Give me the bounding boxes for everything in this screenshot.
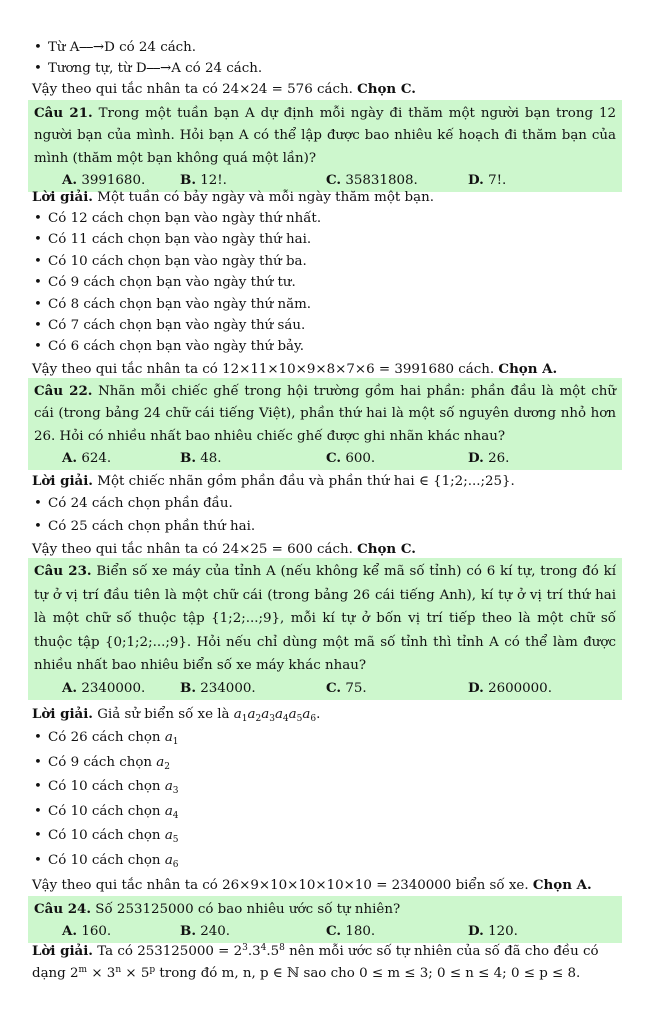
question-box-23 [28, 558, 622, 700]
question-text: Câu 21. Trong một tuần bạn A dự định mỗi ngày đi thăm một người bạn trong 12 người bạn của mình. Hỏi bạn A có thể lập được bao nhiêu kế hoạch đi thăm bạn của mình (thăm một bạn không quá một lần)? [34, 105, 616, 166]
option-d: D. 7!. [468, 172, 507, 189]
solution-line: dạng $2^m \times 3^n \times 5^p$ trong đó m, n, p ∈ ℕ sao cho 0 ≤ m ≤ 3; 0 ≤ n ≤ 4; 0 ≤ p ≤ 8. [32, 965, 581, 981]
question-text: Câu 23. Biển số xe máy của tỉnh A (nếu không kể mã số tỉnh) có 6 kí tự, trong đó kí tự ở vị trí đầu tiên là một chữ cái (trong bảng 26 cái tiếng Anh), kí tự ở vị trí thứ hai là một chữ số thuộc tập {1;2;...;9}, mỗi kí tự ở bốn vị trí tiếp theo là một chữ số thuộc tập {0;1;2;...;9}. Hỏi nếu chỉ dùng một mã số tỉnh thì tỉnh A có thể làm được nhiều nhất bao nhiêu biển số xe máy khác nhau? [34, 563, 616, 674]
conclusion-line: Vậy theo qui tắc nhân ta có 24×25 = 600 cách. Chọn C. [32, 541, 416, 557]
solution-intro: Lời giải. Ta có $253125000 = 2^3.3^4.5^8$ nên mỗi ước số tự nhiên của số đã cho đều có [32, 943, 599, 959]
conclusion-line: Vậy theo qui tắc nhân ta có 26×9×10×10×10×10 = 2340000 biển số xe. Chọn A. [32, 877, 592, 893]
solution-intro: Lời giải. Giả sử biển số xe là $a_1a_2a_3a_4a_5a_6$. [32, 706, 321, 724]
bullet-item: • Có 10 cách chọn $a_5$ [34, 828, 179, 845]
option-a: A. 2340000. [62, 679, 146, 696]
answer-choice: Chọn A. [532, 877, 592, 893]
bullet-item: • Có 24 cách chọn phần đầu. [34, 496, 233, 511]
option-b: B. 240. [180, 923, 231, 940]
bullet-item: • Có 8 cách chọn bạn vào ngày thứ năm. [34, 297, 312, 312]
option-b: B. 12!. [180, 172, 227, 189]
option-d: D. 2600000. [468, 679, 552, 696]
bullet-item: • Tương tự, từ D⎯⎯→A có 24 cách. [34, 61, 263, 76]
bullet-item: • Có 26 cách chọn $a_1$ [34, 730, 179, 747]
bullet-item: • Có 12 cách chọn bạn vào ngày thứ nhất. [34, 211, 322, 226]
bullet-item: • Có 10 cách chọn bạn vào ngày thứ ba. [34, 254, 307, 269]
conclusion-line: Vậy theo qui tắc nhân ta có 24×24 = 576 cách. Chọn C. [32, 81, 416, 97]
solution-intro: Lời giải. Một tuần có bảy ngày và mỗi ngày thăm một bạn. [32, 189, 434, 205]
question-text: Câu 24. Số 253125000 có bao nhiêu ước số tự nhiên? [34, 901, 401, 917]
bullet-item: • Có 6 cách chọn bạn vào ngày thứ bảy. [34, 339, 305, 354]
bullet-item: • Có 9 cách chọn bạn vào ngày thứ tư. [34, 275, 296, 290]
option-d: D. 26. [468, 450, 510, 467]
bullet-item: • Có 10 cách chọn $a_3$ [34, 779, 179, 796]
option-a: A. 3991680. [62, 172, 146, 189]
option-c: C. 35831808. [326, 172, 418, 189]
question-box-24 [28, 896, 622, 943]
bullet-item: • Có 25 cách chọn phần thứ hai. [34, 519, 256, 534]
options-row [28, 678, 622, 700]
bullet-item: • Có 7 cách chọn bạn vào ngày thứ sáu. [34, 318, 306, 333]
bullet-item: • Có 10 cách chọn $a_6$ [34, 853, 179, 870]
option-c: C. 180. [326, 923, 376, 940]
question-box-21 [28, 100, 622, 192]
option-a: A. 624. [62, 450, 112, 467]
question-text: Câu 22. Nhãn mỗi chiếc ghế trong hội trường gồm hai phần: phần đầu là một chữ cái (trong bảng 24 chữ cái tiếng Việt), phần thứ hai là một số nguyên dương nhỏ hơn 26. Hỏi có nhiều nhất bao nhiêu chiếc ghế được ghi nhãn khác nhau? [34, 383, 616, 444]
bullet-item: • Có 10 cách chọn $a_4$ [34, 804, 179, 821]
answer-choice: Chọn C. [357, 541, 416, 557]
option-a: A. 160. [62, 923, 112, 940]
answer-choice: Chọn C. [357, 81, 416, 97]
options-row [28, 448, 622, 470]
question-box-22 [28, 378, 622, 470]
bullet-item: • Có 9 cách chọn $a_2$ [34, 755, 170, 772]
option-b: B. 234000. [180, 679, 256, 696]
option-c: C. 75. [326, 679, 367, 696]
conclusion-line: Vậy theo qui tắc nhân ta có 12×11×10×9×8×7×6 = 3991680 cách. Chọn A. [32, 361, 558, 377]
option-d: D. 120. [468, 923, 518, 940]
bullet-item: • Có 11 cách chọn bạn vào ngày thứ hai. [34, 232, 312, 247]
options-row [28, 921, 622, 943]
solution-intro: Lời giải. Một chiếc nhãn gồm phần đầu và phần thứ hai ∈ {1;2;...;25}. [32, 473, 515, 489]
option-b: B. 48. [180, 450, 222, 467]
option-c: C. 600. [326, 450, 376, 467]
bullet-item: • Từ A⎯⎯→D có 24 cách. [34, 40, 197, 55]
answer-choice: Chọn A. [498, 361, 558, 377]
